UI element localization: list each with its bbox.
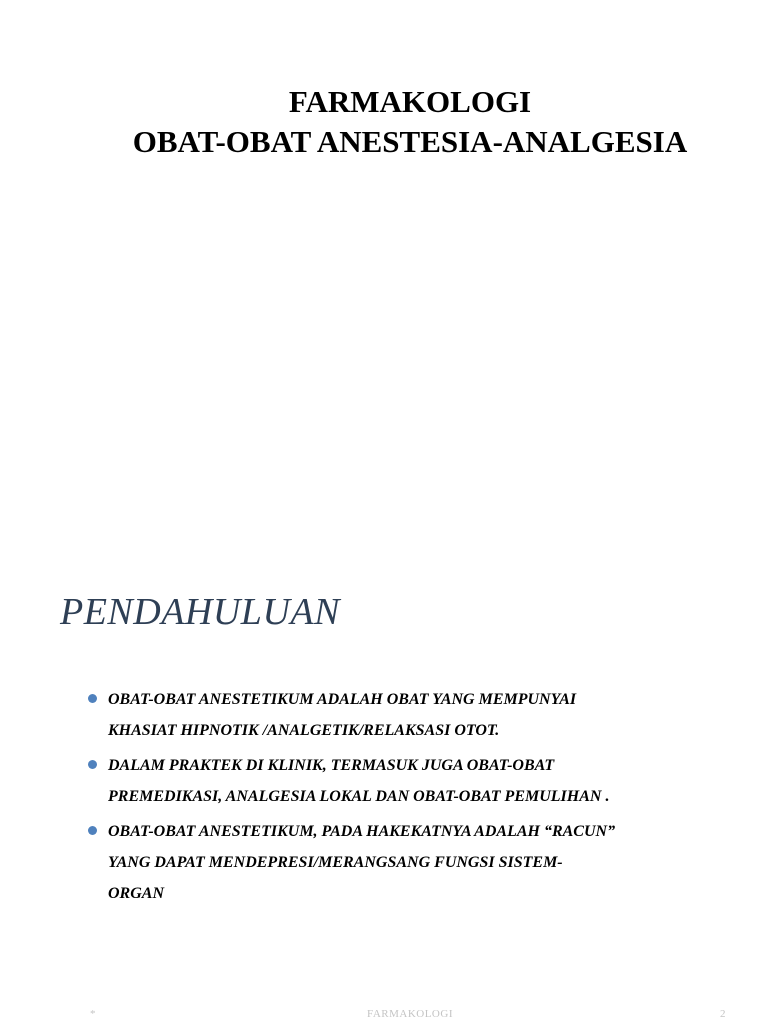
bullet-item bbox=[88, 816, 758, 909]
bullet-dot-icon bbox=[88, 760, 97, 769]
bullet-line: YANG DAPAT MENDEPRESI/MERANGSANG FUNGSI SISTEM- bbox=[108, 854, 563, 871]
title-line-1: FARMAKOLOGI bbox=[288, 84, 532, 119]
bullet-line: ORGAN bbox=[108, 885, 165, 902]
bullet-line: KHASIAT HIPNOTIK /ANALGETIK/RELAKSASI OTOT. bbox=[108, 722, 500, 739]
footer-date: * bbox=[90, 1008, 96, 1020]
slide-title bbox=[0, 82, 768, 162]
bullet-line: OBAT-OBAT ANESTETIKUM, PADA HAKEKATNYA ADALAH “RACUN” bbox=[108, 823, 616, 840]
title-line-2: OBAT-OBAT ANESTESIA-ANALGESIA bbox=[132, 124, 688, 159]
bullet-item bbox=[88, 750, 758, 812]
bullet-dot-icon bbox=[88, 694, 97, 703]
section-heading: PENDAHULUAN bbox=[60, 591, 340, 633]
footer-title: FARMAKOLOGI bbox=[367, 1008, 453, 1020]
bullet-list bbox=[88, 684, 758, 913]
bullet-item bbox=[88, 684, 758, 746]
bullet-line: DALAM PRAKTEK DI KLINIK, TERMASUK JUGA OBAT-OBAT bbox=[108, 757, 555, 774]
page-number: 2 bbox=[720, 1008, 726, 1020]
bullet-line: OBAT-OBAT ANESTETIKUM ADALAH OBAT YANG MEMPUNYAI bbox=[108, 691, 577, 708]
bullet-dot-icon bbox=[88, 826, 97, 835]
bullet-line: PREMEDIKASI, ANALGESIA LOKAL DAN OBAT-OBAT PEMULIHAN . bbox=[108, 788, 610, 805]
